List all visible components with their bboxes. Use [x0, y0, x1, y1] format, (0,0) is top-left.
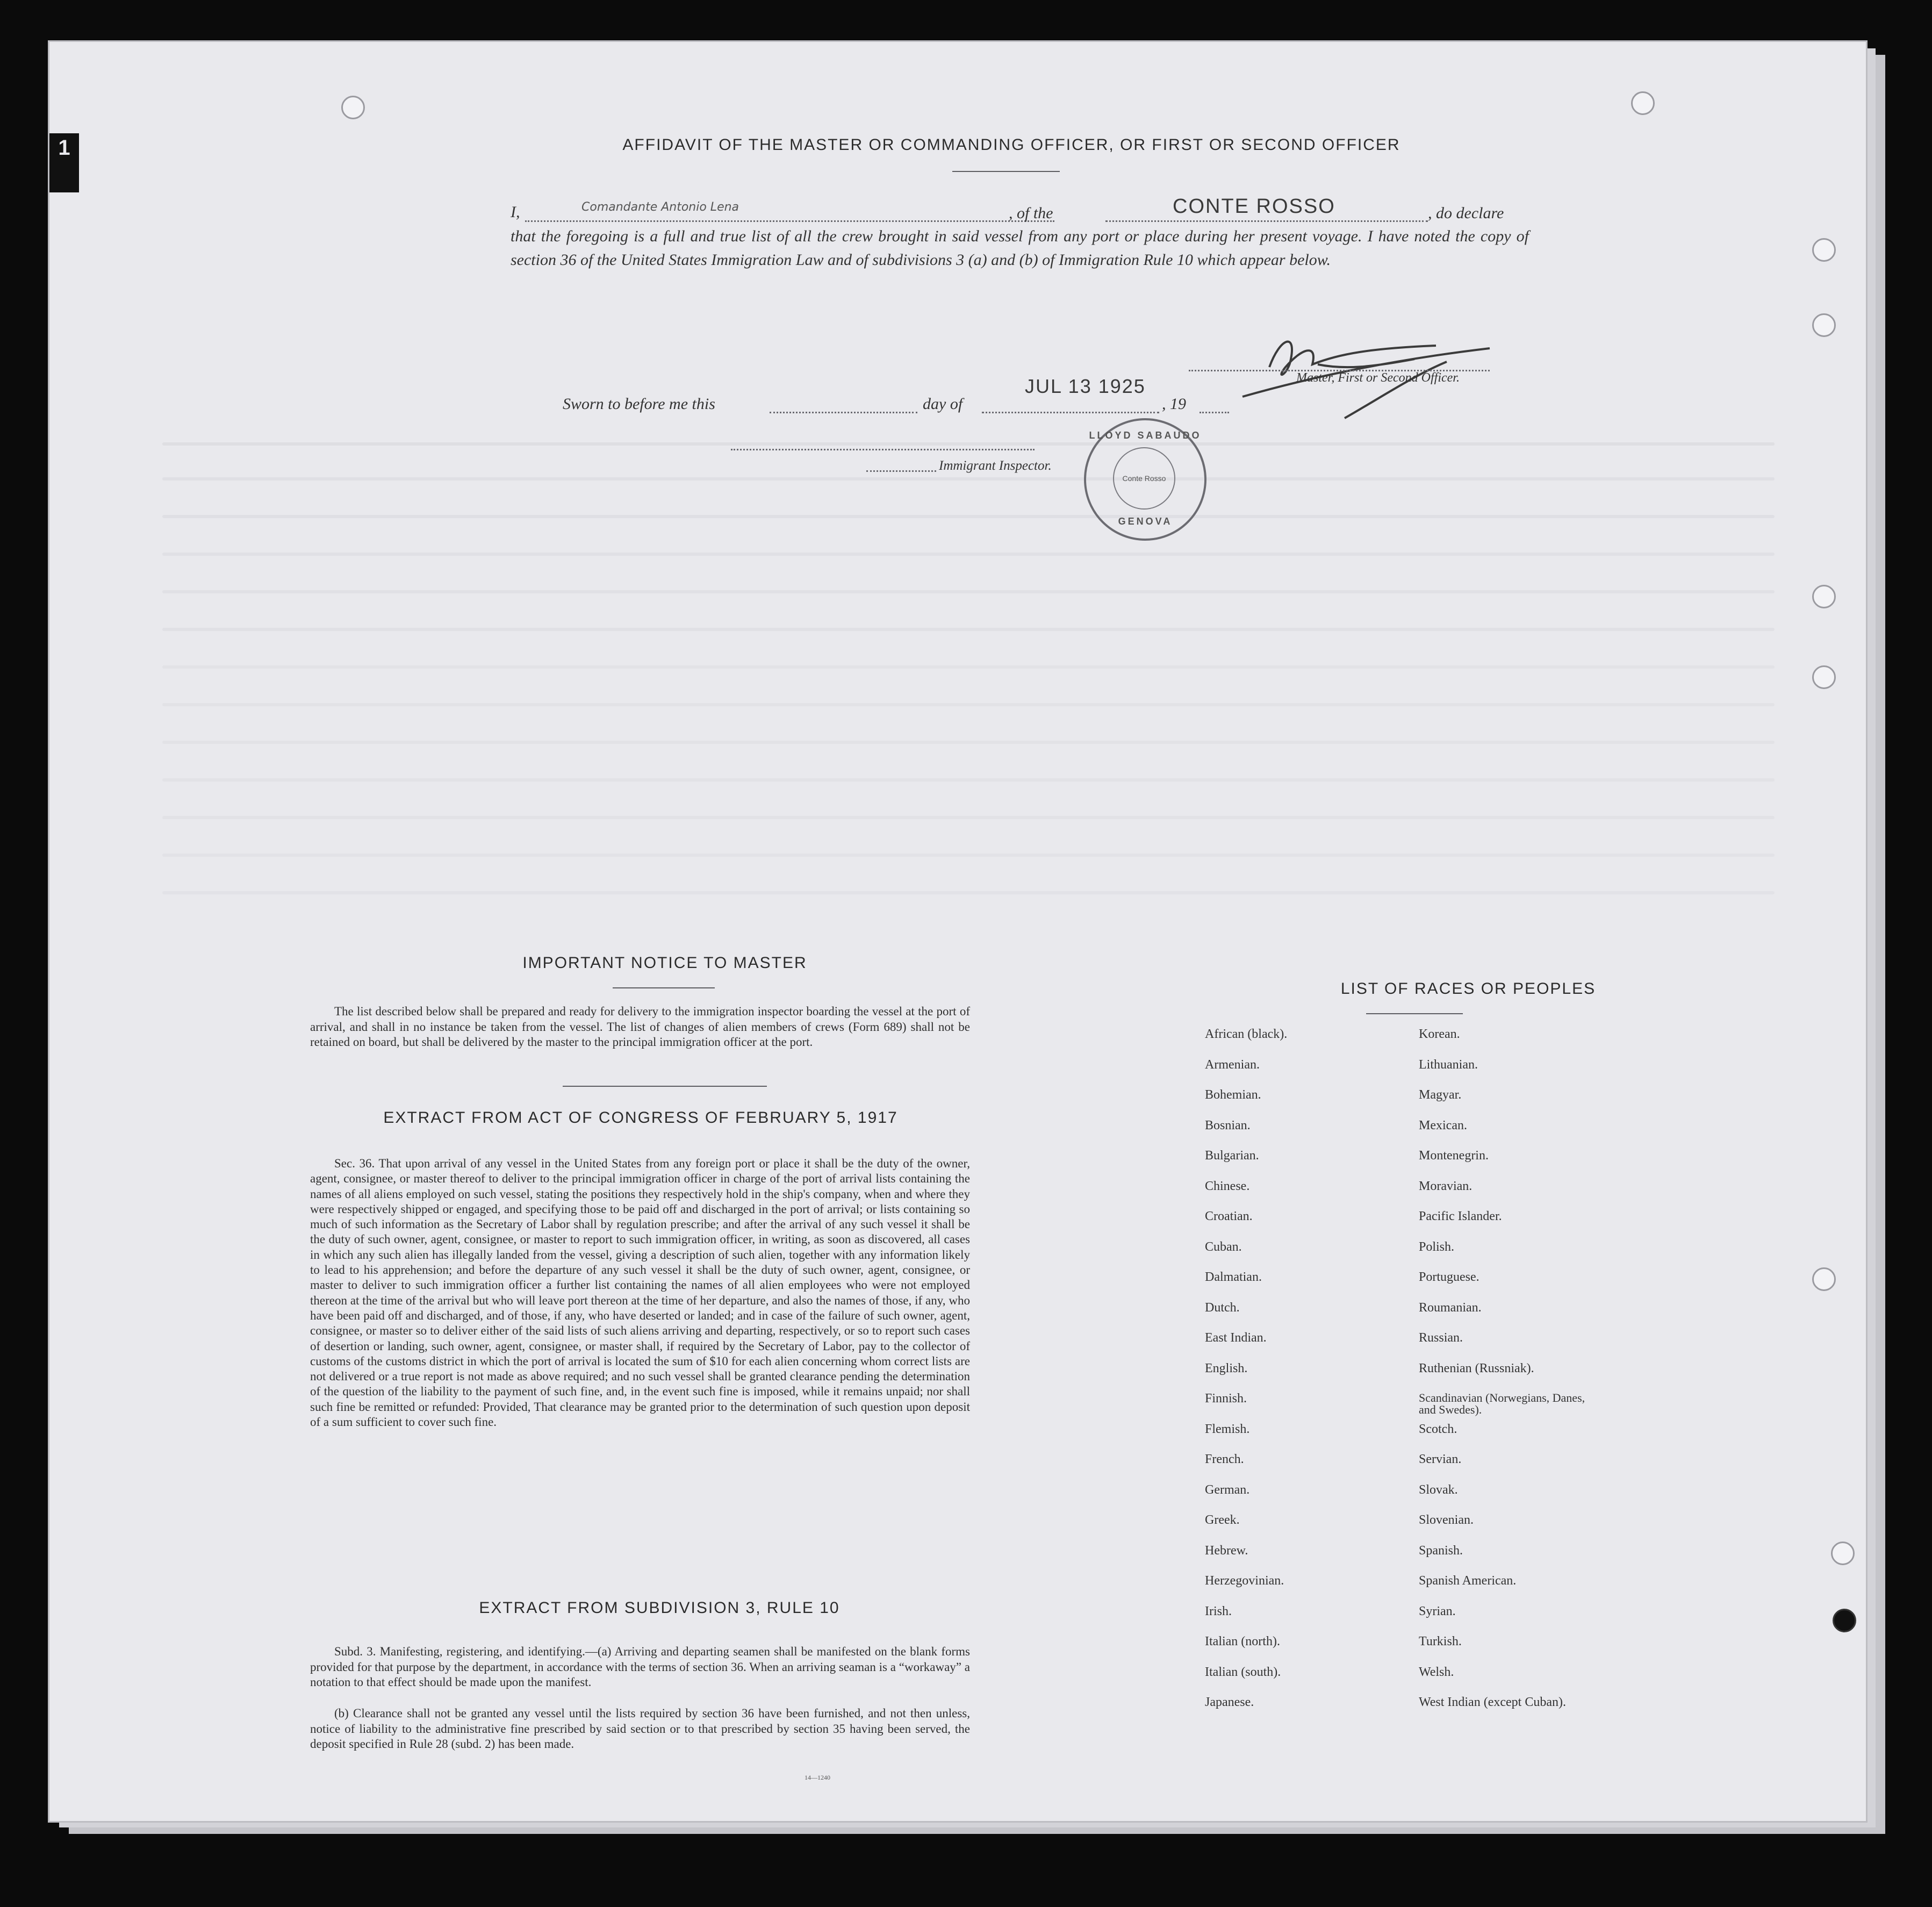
- punch-hole: [1812, 585, 1836, 608]
- race-item: Slovenian.: [1419, 1513, 1474, 1527]
- race-item: Italian (south).: [1205, 1665, 1281, 1679]
- race-item: Bulgarian.: [1205, 1149, 1259, 1163]
- sworn-label: Sworn to before me this: [563, 395, 715, 413]
- race-item: Armenian.: [1205, 1057, 1260, 1072]
- officer-name-line: [525, 220, 1054, 222]
- bleed-through-row: [162, 515, 1775, 518]
- bleed-through-row: [162, 778, 1775, 782]
- race-item: Roumanian.: [1419, 1300, 1482, 1315]
- extract-act-body: Sec. 36. That upon arrival of any vessel in the United States from any foreign port or place it shall be the duty of the owner, agent, consignee, or master thereof to deliver to the principal immigration officer in charge of the port of arrival lists containing the names of all aliens employed on such vessel, stating the positions they respectively hold in the ship's company, when and where they were respectively shipped or engaged, and specifying those to be paid off and discharged in the port of arrival; or lists containing so much of such information as the Secretary of Labor shall by regulation prescribe; and after the arrival of any such vessel it shall be the duty of such owner, agent, consignee, or master to report to such immigration officer, in writing, as soon as discovered, all cases in which any such alien has illegally landed from the vessel, giving a description of such alien, together with any information likely to lead to his apprehension; and before the departure of any such vessel it shall be the duty of such owner, agent, consignee, or master to deliver to such immigration officer a further list containing the names of all alien employees who were not employed thereon at the time of the arrival but who will leave port thereon at the time of her departure, and also the names of those, if any, who have been paid off and discharged, and of those, if any, who have deserted or landed; and in case of the failure of such owner, agent, consignee, or master so to deliver either of the said lists of such aliens arriving and departing, respectively, or so to report such cases of desertion or landing, such owner, agent, consignee, or master shall, if required by the Secretary of Labor, pay to the collector of customs of the customs district in which the port of arrival is located the sum of $10 for each alien concerning whom correct lists are not delivered or a true report is not made as above required; and no such vessel shall be granted clearance pending the determination of the question of the liability to the payment of such fine, and, in the event such fine is imposed, while it remains unpaid; nor shall such fine be remitted or refunded: Provided, That clearance may be granted prior to the determination of such question upon deposit of a sum sufficient to cover such fine.: [310, 1157, 970, 1429]
- race-item: Ruthenian (Russniak).: [1419, 1361, 1534, 1375]
- bleed-through-row: [162, 665, 1775, 669]
- inspector-signature-line: [731, 449, 1035, 450]
- punch-hole: [1812, 665, 1836, 689]
- extract-rule-body-b: (b) Clearance shall not be granted any vessel until the lists required by section 36 have been furnished, and not then unless, notice of liability to the administrative fine prescribed by said section or to that prescribed by section 35 having been served, the deposit specified in Rule 28 (subd. 2) has been made.: [310, 1707, 970, 1751]
- race-item: Slovak.: [1419, 1482, 1458, 1497]
- form-number: 14—1240: [805, 1774, 830, 1781]
- race-item: West Indian (except Cuban).: [1419, 1695, 1566, 1709]
- race-item: Flemish.: [1205, 1422, 1250, 1436]
- race-item: Moravian.: [1419, 1179, 1473, 1193]
- race-item: Servian.: [1419, 1452, 1462, 1466]
- race-item: Greek.: [1205, 1513, 1240, 1527]
- race-item: Mexican.: [1419, 1118, 1467, 1132]
- race-item: Lithuanian.: [1419, 1057, 1478, 1072]
- affidavit-title: AFFIDAVIT OF THE MASTER OR COMMANDING OFFICER, OR FIRST OR SECOND OFFICER: [622, 136, 1400, 154]
- bleed-through-row: [162, 741, 1775, 744]
- races-left-column: [1205, 1028, 1409, 1726]
- race-item: Russian.: [1419, 1331, 1463, 1345]
- punch-hole: [1631, 91, 1655, 115]
- race-item: Spanish American.: [1419, 1574, 1517, 1588]
- bleed-through-row: [162, 703, 1775, 706]
- day-of-label: day of: [923, 395, 963, 413]
- bleed-through-row: [162, 553, 1775, 556]
- bleed-through-row: [162, 442, 1775, 446]
- race-item: East Indian.: [1205, 1331, 1267, 1345]
- inspector-lead-line: [866, 470, 936, 472]
- signer-label: Master, First or Second Officer.: [1296, 371, 1460, 385]
- races-right-column: [1419, 1028, 1650, 1726]
- extract-rule-body-a: Subd. 3. Manifesting, registering, and identifying.—(a) Arriving and departing seamen shall be manifested on the blank forms provided for that purpose by the department, in accordance with the terms of section 36. When an arriving seaman is a “workaway” a notation to that effect should be made upon the manifest.: [310, 1645, 970, 1689]
- race-item: Syrian.: [1419, 1604, 1456, 1618]
- vessel-name-stamp: CONTE ROSSO: [1173, 195, 1335, 218]
- punch-hole: [1812, 238, 1836, 262]
- race-item: Croatian.: [1205, 1209, 1253, 1223]
- race-item: Cuban.: [1205, 1239, 1242, 1254]
- notice-divider: [563, 1086, 767, 1087]
- race-item: Dutch.: [1205, 1300, 1240, 1315]
- of-the-label: , of the: [1009, 204, 1053, 222]
- year-prefix: , 19: [1162, 395, 1186, 413]
- race-item: French.: [1205, 1452, 1244, 1466]
- race-item: Japanese.: [1205, 1695, 1254, 1709]
- race-item: Polish.: [1419, 1239, 1455, 1254]
- punch-hole: [1831, 1542, 1855, 1565]
- race-item: Hebrew.: [1205, 1543, 1248, 1558]
- bleed-through-row: [162, 590, 1775, 593]
- notice-underline: [613, 987, 715, 988]
- extract-act-title: EXTRACT FROM ACT OF CONGRESS OF FEBRUARY 5, 1917: [383, 1109, 898, 1127]
- year-line: [1200, 412, 1229, 413]
- seal-center-text: Conte Rosso: [1113, 447, 1175, 510]
- bleed-through-row: [162, 477, 1775, 481]
- vessel-name-line: [1105, 220, 1428, 222]
- race-item: Korean.: [1419, 1027, 1460, 1041]
- race-item: Italian (north).: [1205, 1634, 1280, 1648]
- race-item: Portuguese.: [1419, 1270, 1479, 1284]
- race-item: Magyar.: [1419, 1088, 1462, 1102]
- punch-hole: [341, 96, 365, 119]
- race-item: Irish.: [1205, 1604, 1232, 1618]
- bleed-through-row: [162, 891, 1775, 894]
- race-item: Spanish.: [1419, 1543, 1463, 1558]
- race-item: Scandinavian (Norwegians, Danes, and Swedes).: [1419, 1391, 1585, 1416]
- inspector-label: Immigrant Inspector.: [939, 458, 1052, 473]
- punch-hole: [1812, 1267, 1836, 1291]
- extract-rule-title: EXTRACT FROM SUBDIVISION 3, RULE 10: [479, 1599, 840, 1617]
- declaration-text: that the foregoing is a full and true list of all the crew brought in said vessel from any port or place during her present voyage. I have noted the copy of section 36 of the United States Immigration Law and of subdivisions 3 (a) and (b) of Immigration Rule 10 which appear below.: [511, 227, 1529, 269]
- company-seal: [1084, 418, 1206, 541]
- date-stamp: JUL 13 1925: [1025, 375, 1146, 397]
- bleed-through-row: [162, 854, 1775, 857]
- race-item: Scotch.: [1419, 1422, 1457, 1436]
- bleed-through-row: [162, 628, 1775, 631]
- notice-body: The list described below shall be prepared and ready for delivery to the immigration inspector boarding the vessel at the port of arrival, and shall in no instance be taken from the vessel. The list of changes of alien members of crews (Form 689) shall not be retained on board, but shall be delivered by the master to the principal immigration officer at the port.: [310, 1005, 970, 1049]
- races-underline: [1366, 1013, 1463, 1014]
- punch-hole: [1812, 313, 1836, 337]
- seal-top-text: LLOYD SABAUDO: [1089, 430, 1202, 441]
- race-item: Herzegovinian.: [1205, 1574, 1284, 1588]
- bleed-through-row: [162, 816, 1775, 819]
- race-item: Welsh.: [1419, 1665, 1454, 1679]
- month-line: [982, 412, 1159, 413]
- race-item: Bohemian.: [1205, 1088, 1261, 1102]
- race-item: Bosnian.: [1205, 1118, 1251, 1132]
- do-declare-label: , do declare: [1428, 204, 1504, 222]
- race-item: Montenegrin.: [1419, 1149, 1489, 1163]
- race-item: Pacific Islander.: [1419, 1209, 1502, 1223]
- race-item: Finnish.: [1205, 1392, 1247, 1406]
- race-item: Turkish.: [1419, 1634, 1462, 1648]
- race-item: African (black).: [1205, 1027, 1288, 1041]
- race-item: Chinese.: [1205, 1179, 1250, 1193]
- notice-title: IMPORTANT NOTICE TO MASTER: [522, 954, 807, 972]
- document-page: [49, 42, 1866, 1821]
- race-item: German.: [1205, 1482, 1250, 1497]
- i-label: I,: [511, 203, 520, 221]
- race-item: English.: [1205, 1361, 1248, 1375]
- seal-bottom-text: GENOVA: [1118, 516, 1173, 527]
- officer-name: Comandante Antonio Lena: [581, 200, 739, 214]
- punch-hole: [1833, 1609, 1856, 1632]
- sworn-day-line: [770, 412, 917, 413]
- race-item: Dalmatian.: [1205, 1270, 1262, 1284]
- edge-fragment: 1: [49, 133, 79, 192]
- races-title: LIST OF RACES OR PEOPLES: [1340, 980, 1596, 998]
- title-underline: [952, 171, 1060, 172]
